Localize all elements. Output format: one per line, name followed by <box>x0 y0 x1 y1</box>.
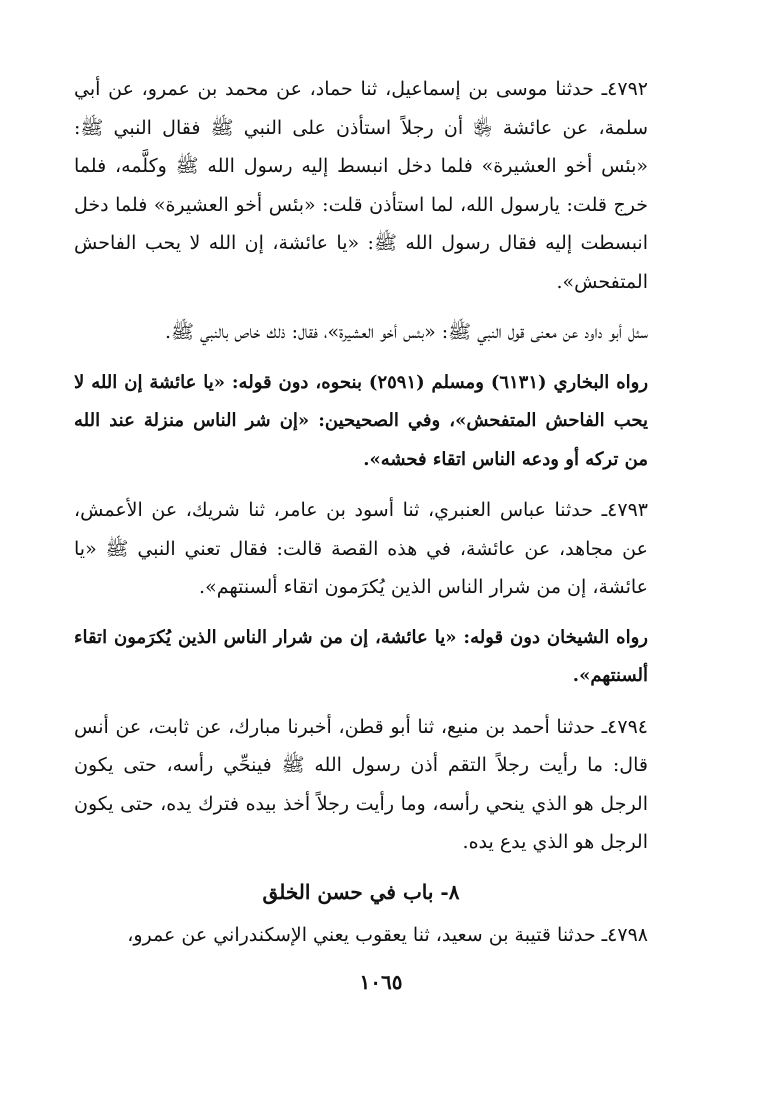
takhrij-4793: رواه الشيخان دون قوله: «يا عائشة، إن من شرار الناس الذين يُكرَمون اتقاء ألسنتهم». <box>74 626 648 686</box>
page-number: ١٠٦٥ <box>359 970 403 994</box>
hadith-4794: ٤٧٩٤ـ حدثنا أحمد بن منيع، ثنا أبو قطن، أخبرنا مبارك، عن ثابت، عن أنس قال: ما رأيت رجلاً التقم أذن رسول الله ﷺ فينحِّي رأسه، حتى يكون الرجل هو الذي ينحي رأسه، وما رأيت رجلاً أخذ بيده فترك يده، حتى يكون الرجل هو الذي يدع يده. <box>74 715 648 853</box>
hadith-4798: ٤٧٩٨ـ حدثنا قتيبة بن سعيد، ثنا يعقوب يعني الإسكندراني عن عمرو، <box>127 923 648 946</box>
hadith-4793: ٤٧٩٣ـ حدثنا عباس العنبري، ثنا أسود بن عامر، ثنا شريك، عن الأعمش، عن مجاهد، عن عائشة، في هذه القصة قالت: فقال تعني النبي ﷺ «يا عائشة، إن من شرار الناس الذين يُكرَمون اتقاء ألسنتهم». <box>74 499 648 598</box>
abu-dawud-comment: سئل أبو داود عن معنى قول النبي ﷺ: «بئس أخو العشيرة»، فقال: ذلك خاص بالنبي ﷺ. <box>164 321 648 343</box>
takhrij-4792: رواه البخاري (٦١٣١) ومسلم (٢٥٩١) بنحوه، دون قوله: «يا عائشة إن الله لا يحب الفاحش المتفحش»، وفي الصحيحين: «إن شر الناس منزلة عند الله من تركه أو ودعه الناس اتقاء فحشه». <box>74 371 649 470</box>
hadith-4792: ٤٧٩٢ـ حدثنا موسى بن إسماعيل، ثنا حماد، عن محمد بن عمرو، عن أبي سلمة، عن عائشة ﵂ أن رجلاً استأذن على النبي ﷺ فقال النبي ﷺ: «بئس أخو العشيرة» فلما دخل انبسط إليه رسول الله ﷺ وكلَّمه، فلما خرج قلت: يارسول الله، لما استأذن قلت: «بئس أخو العشيرة» فلما دخل انبسطت إليه فقال رسول الله ﷺ: «يا عائشة، إن الله لا يحب الفاحش المتفحش». <box>74 78 648 293</box>
page-body <box>74 70 648 966</box>
chapter-heading: ٨- باب في حسن الخلق <box>262 879 460 904</box>
